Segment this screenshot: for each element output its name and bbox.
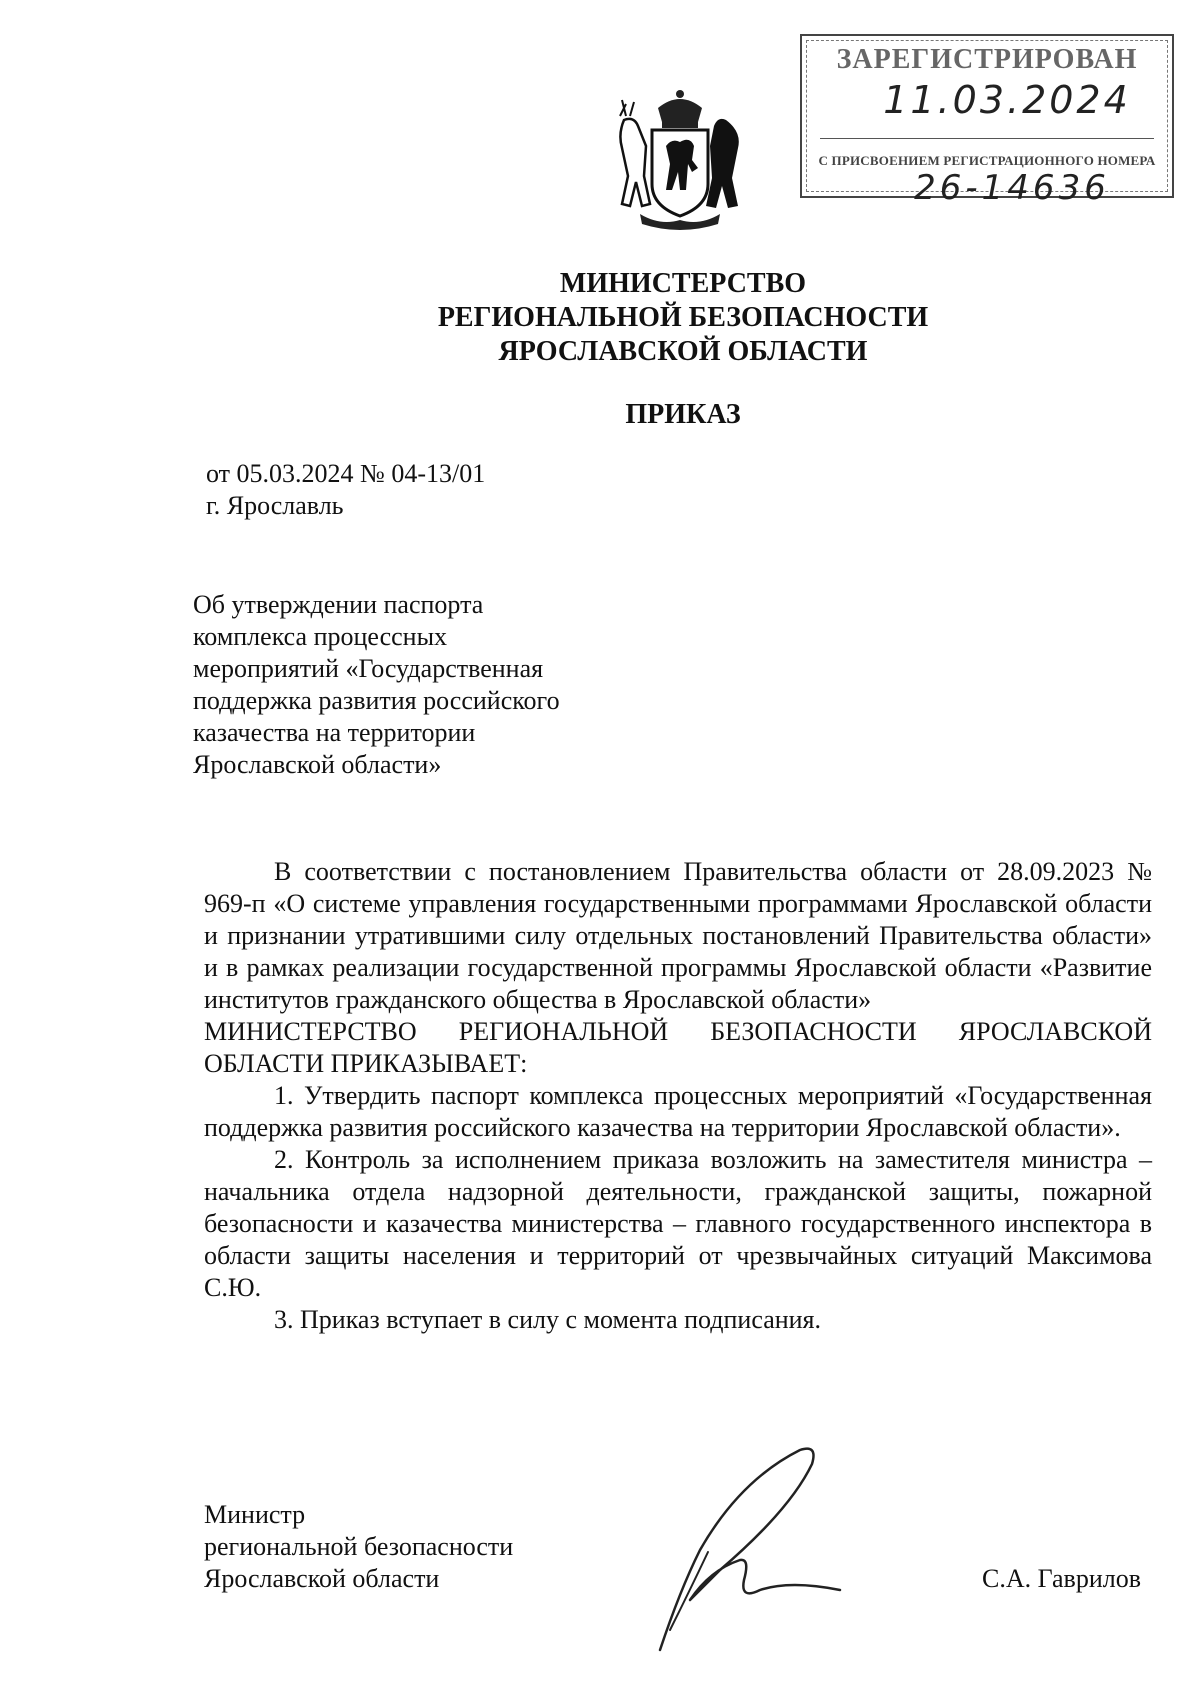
subject-line: Об утверждении паспорта [193,590,484,619]
registration-stamp [800,34,1174,208]
signatory-title-line: Министр [204,1500,306,1529]
stamp-divider [820,138,1154,139]
coat-of-arms-icon [600,86,760,236]
stamp-date: 11.03.2024 [883,78,1131,122]
order-item-1: 1. Утвердить паспорт комплекса процессных мероприятий «Государственная поддержка развития российского казачества на территории Ярославской области». [204,1081,1152,1142]
orders-paragraph: МИНИСТЕРСТВО РЕГИОНАЛЬНОЙ БЕЗОПАСНОСТИ ЯРОСЛАВСКОЙ ОБЛАСТИ ПРИКАЗЫВАЕТ: [204,1017,1152,1078]
ministry-title [0,267,1200,369]
signatory-title-line: Ярославской области [204,1564,440,1593]
document-body [204,856,1152,1336]
signatory-title [204,1499,513,1595]
subject-line: казачества на территории [193,718,476,747]
ministry-title-line: ЯРОСЛАВСКОЙ ОБЛАСТИ [498,336,868,367]
document-subject [193,589,613,781]
subject-line: поддержка развития российского [193,686,560,715]
ministry-title-line: МИНИСТЕРСТВО [559,268,807,299]
stamp-title: ЗАРЕГИСТРИРОВАН [836,44,1138,75]
subject-line: мероприятий «Государственная [193,654,544,683]
order-item-2: 2. Контроль за исполнением приказа возложить на заместителя министра – начальника отдела надзорной деятельности, гражданской защиты, пожарной безопасности и казачества министерства – главного государственного инспектора в области защиты населения и территорий от чрезвычайных ситуаций Максимова С.Ю. [204,1145,1152,1302]
stamp-subtitle: С ПРИСВОЕНИЕМ РЕГИСТРАЦИОННОГО НОМЕРА [818,153,1156,168]
order-item-3: 3. Приказ вступает в силу с момента подписания. [274,1305,822,1334]
preamble-paragraph: В соответствии с постановлением Правительства области от 28.09.2023 № 969-п «О системе управления государственными программами Ярославской области и признании утратившими силу отдельных постановлений Правительства области» и в рамках реализации государственной программы Ярославской области «Развитие институтов гражданского общества в Ярославской области» [204,857,1152,1014]
ministry-title-line: РЕГИОНАЛЬНОЙ БЕЗОПАСНОСТИ [437,302,929,333]
signatory-name: С.А. Гаврилов [982,1564,1141,1593]
handwritten-signature [640,1440,870,1660]
stamp-number: 26-14636 [914,168,1110,208]
signatory-title-line: региональной безопасности [204,1532,514,1561]
subject-line: Ярославской области» [193,750,442,779]
subject-line: комплекса процессных [193,622,448,651]
document-city: г. Ярославль [206,491,344,520]
document-meta [206,458,485,522]
document-date-number: от 05.03.2024 № 04-13/01 [206,459,486,488]
document-type: ПРИКАЗ [625,399,741,430]
